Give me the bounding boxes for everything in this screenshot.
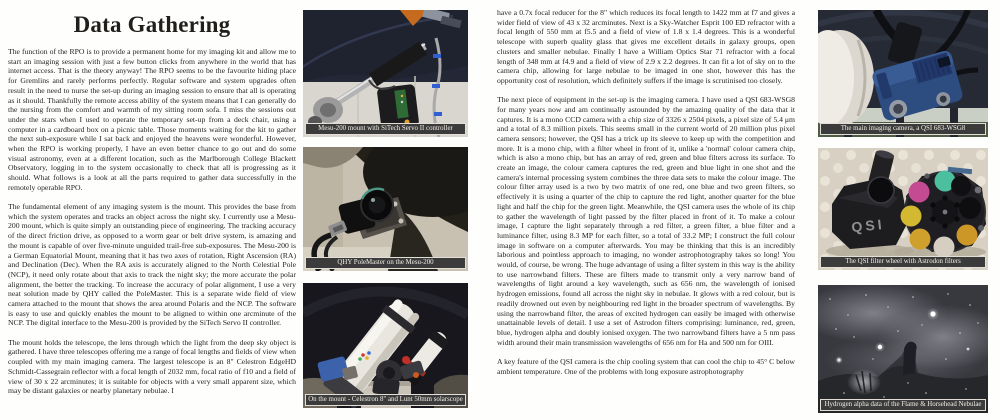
photo-caption: The QSI filter wheel with Astrodon filters	[820, 256, 986, 268]
figure-qsi-camera	[818, 10, 988, 137]
figure-mesu-mount	[303, 10, 468, 137]
figure-filter-wheel	[818, 148, 988, 270]
photo-caption: Mesu-200 mount with SiTech Servo II controller	[305, 123, 466, 135]
telescopes-photo	[303, 283, 468, 408]
nebula-photo	[818, 285, 988, 413]
photo-caption: Hydrogen alpha data of the Flame & Horsehead Nebulae	[820, 399, 986, 411]
qsi-camera-photo	[818, 10, 988, 137]
body-paragraph: The mount holds the telescope, the lens through which the light from the deep sky object is gathered. I have three telescopes offering me a range of focal lengths and fields of view when coupled with my main imaging camera. The largest telescope is an 8" Celestron EdgeHD Schmidt-Cassegrain reflector with a focal length of 2032 mm, focal ratio of f10 and a field of view of 30 x 22 arcminutes; it is suitable for objects with a very small apparent size, which may be distant galaxies or nearby planetary nebulae. I	[8, 337, 296, 396]
figure-telescopes-on-mount	[303, 283, 468, 408]
photo-caption: The main imaging camera, a QSI 683-WSG8	[820, 123, 986, 135]
body-paragraph: The next piece of equipment in the set-up is the imaging camera. I have used a QSI 683-WSG8 for many years now and am continually astounded by the amazing quality of the data that it captures. It is a mono CCD camera with a chip size of 3326 x 2504 pixels, a pixel size of 5.4 μm and a total of 8.3 million pixels. This seems small in the current world of 20 million plus pixel camera sensors; however, the QSI has a trick up its sleeve to keep up with the competition and more. It is a mono chip, with a filter wheel in front of it, unlike a 'normal' colour camera chip, which is also a mono chip, but has an array of red, green and blue filters across its surface. To create an image, the colour camera captures the red, green and blue light in one shot and the camera's internal processing system combines the three data sets to make the colour image. The colour filter array used is a two by two matrix of one red, one blue and two green filters, so effectively it is using a quarter of the chip to capture the red light, another quarter for the blue light and half the chip for the green light. Meanwhile, the QSI camera uses the whole of its chip to gather the wavelength of light passed by the filter placed in front of it. To make a colour image, I capture the light separately through a red filter, a green filter, a blue filter and a luminance filter, using 8.3 MP for each filter, so a total of 33.2 MP; I construct the full colour image in software on a computer afterwards. You may be thinking that this is an incredibly laborious and pointless approach to imaging, no wonder astrophotography takes so long! You would, of course, be wrong. The huge advantage of using a filter system in this way is the ability to use narrowband filters. These are filters made to transmit only a very narrow band of wavelengths of light around a key wavelength, such as 656 nm, the wavelength of ionised hydrogen emissions, found all across the night sky in nebulae. It glows with a red colour, but is readily drowned out even by neighbouring red light in the broader spectrum of wavelengths. By using the narrowband filter, the areas of excited hydrogen can easily be imaged with otherwise unattainable levels of detail. I use a set of Astrodon filters comprising: luminance, red, green, blue, hydrogen alpha and doubly ionised oxygen. The two narrowband filters have a 5 nm pass width around their main transmission wavelengths of 656 nm for Ha and 500 nm for OIII.	[497, 95, 795, 347]
figure-polemaster	[303, 147, 468, 271]
filter-wheel-photo	[818, 148, 988, 270]
photo-caption: On the mount - Celestron 8" and Lunt 50mm solarscope	[305, 394, 466, 406]
body-paragraph: A key feature of the QSI camera is the chip cooling system that can cool the chip to 45° C below ambient temperature. One of the problems with long exposure astrophotography	[497, 356, 795, 376]
left-text-column	[8, 47, 296, 405]
mesu-mount-photo	[303, 10, 468, 137]
polemaster-photo	[303, 147, 468, 271]
body-paragraph: The fundamental element of any imaging system is the mount. This provides the base from which the system operates and tracks an object across the night sky. I currently use a Mesu-200 mount, which is quite simply an outstanding piece of engineering. The tracking accuracy of the direct friction drive, as opposed to a worm gear or belt drive system, is amazing and the mount is capable of over five-minute unguided trail-free sub-exposures. The Mesu-200 is a German Equatorial Mount, meaning that it has two axes of rotation, Right Ascension (RA) and Declination (Dec). When the RA axis is accurately aligned to the North Celestial Pole (NCP), it need only rotate about that axis to track the night sky; the more accurate the polar alignment, the better the tracking. To increase the accuracy of polar alignment, I use a very neat solution made by QHY called the PoleMaster. This is a separate wide field of view camera attached to the mount that shows the area around Polaris and the NCP. The software is easy to use and quickly enables the mount to be aligned to within one arcminute of the NCP. The digital interface to the Mesu-200 is provided by the SiTech Servo II controller.	[8, 202, 296, 328]
photo-caption: QHY PoleMaster on the Mesu-200	[305, 257, 466, 269]
right-text-column	[497, 8, 795, 386]
figure-nebula-data	[818, 285, 988, 413]
body-paragraph: have a 0.7x focal reducer for the 8" which reduces its focal length to 1422 mm at f7 and gives a wider field of view of 43 x 32 arcminutes. Next is a Sky-Watcher Esprit 100 ED refractor with a focal length of 550 mm at f5.5 and a field of view of 1.8 x 1.4 degrees. This is a wonderful telescope with superb quality glass that gives me excellent details in galaxy groups, open clusters and smaller nebulae. Finally I have a William Optics Star 71 refractor with a focal length of 348 mm at f4.9 and a field of view of 2.9 x 2.2 degrees. It can fit a lot of sky on to the camera chip, allowing for large nebulae to be imaged in one shot, however this has the opportunity cost of resolution, which definitely suffers if the image is scrutinised too closely.	[497, 8, 795, 85]
qsi-logo-text: QSI	[850, 215, 886, 236]
body-paragraph: The function of the RPO is to provide a permanent home for my imaging kit and allow me to start an imaging session with just a few button clicks from anywhere in the world that has internet access. That is the theory anyway! The RPO seems to be the favourite hiding place for Gremlins and rarely performs perfectly. Regular software and system upgrades often result in the need to nurse the set-up during an imaging session to ensure that all is operating as it should. Thankfully the remote access ability of the system means that I can generally do the nursing from the comfort and warmth of my sitting room sofa. I miss the sessions out under the stars when I used to operate the temporary set-up from a deck chair, using a computer in a cardboard box on a picnic table. Those moments waiting for the kit to gather the next sub-exposure while I sat back and enjoyed the heavens were wonderful. However, when the RPO is working properly, I have an even better chance to go out and do some visual astronomy, even at a different location, such as the Marlborough College Blackett Observatory, logging in to the system occasionally to check that all is progressing as it should. What follows is a look at all the parts required to gather data successfully in the remotely operable RPO.	[8, 47, 296, 192]
page-title: Data Gathering	[73, 12, 231, 37]
